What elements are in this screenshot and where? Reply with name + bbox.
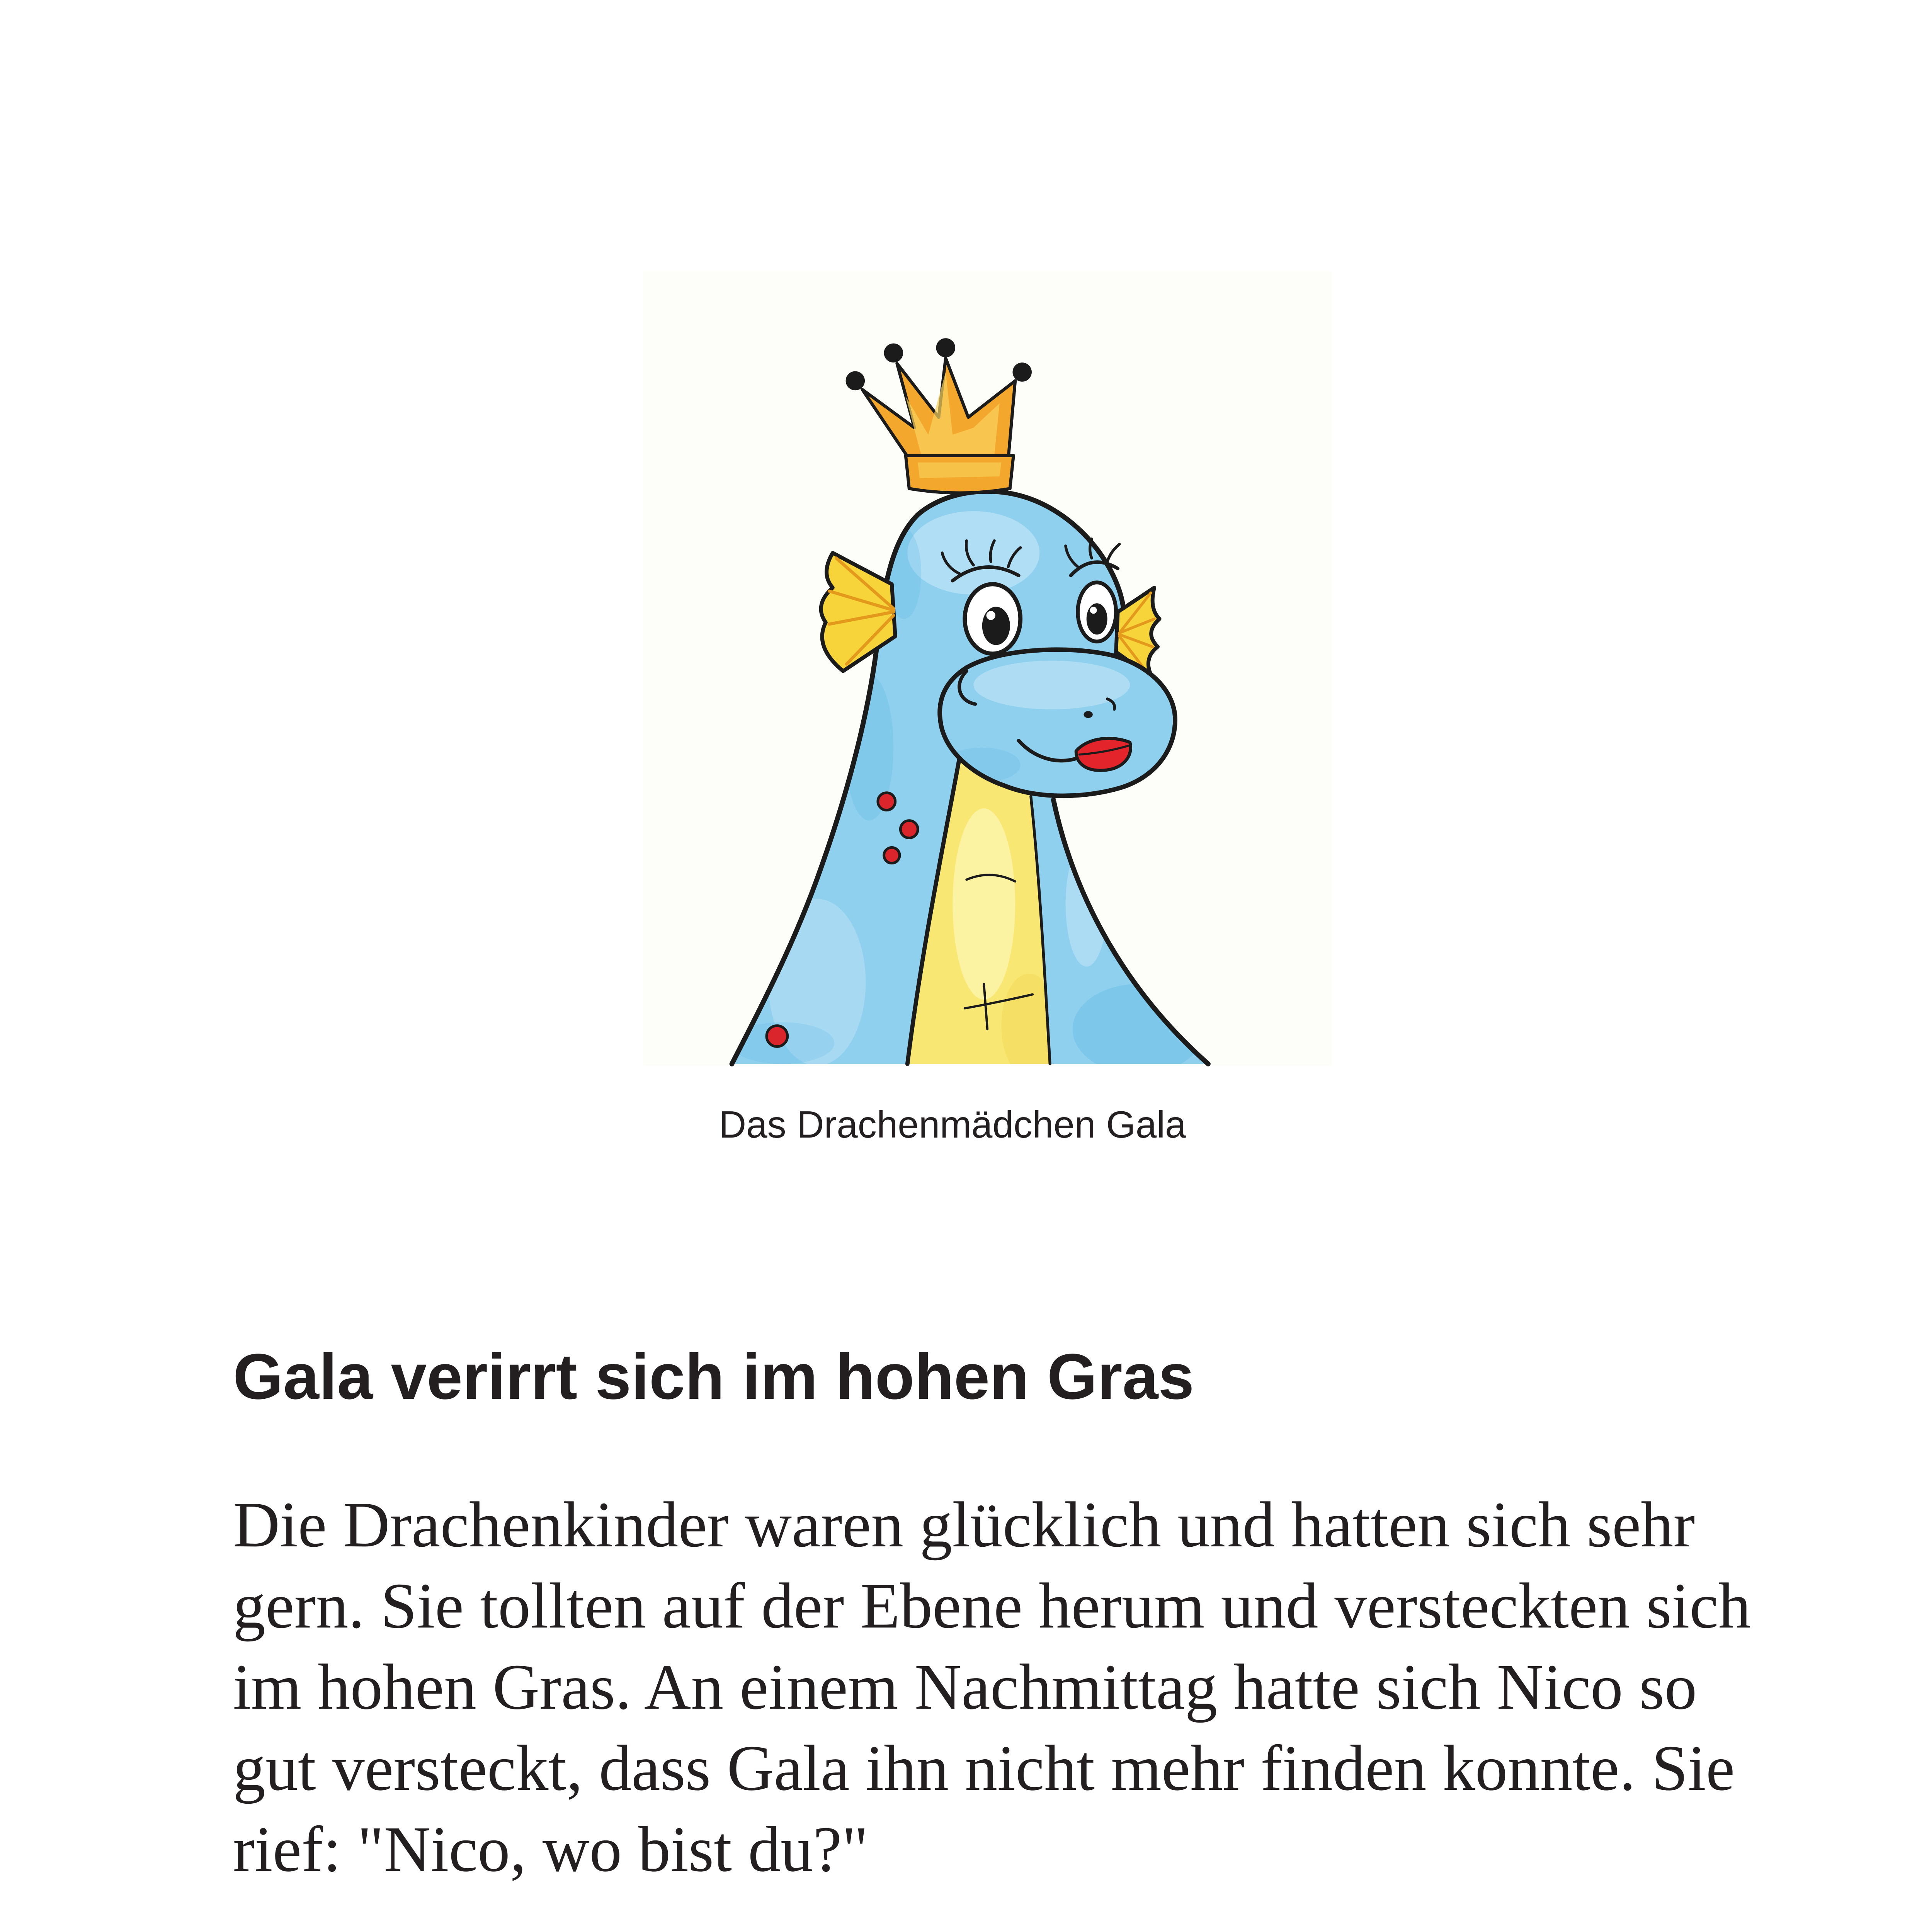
right-eye	[1078, 582, 1116, 641]
dragon-mouth	[1076, 738, 1131, 770]
illustration-caption: Das Drachenmädchen Gala	[719, 1103, 1186, 1146]
nostril	[1084, 711, 1092, 718]
dragon-illustration	[634, 261, 1339, 1069]
text-line: rief: "Nico, wo bist du?"	[233, 1813, 869, 1885]
pupil	[1087, 603, 1107, 634]
text-line: Die Drachenkinder waren glücklich und hatten sich sehr	[233, 1489, 1695, 1561]
red-spot	[900, 821, 918, 838]
crown-ball	[884, 344, 903, 362]
text-line: gut versteckt, dass Gala ihn nicht mehr finden konnte. Sie	[233, 1732, 1735, 1804]
text-line: im hohen Gras. An einem Nachmittag hatte sich Nico so	[233, 1651, 1697, 1723]
eye-highlight	[1090, 607, 1097, 614]
crown-ball	[1012, 362, 1031, 381]
paragraph	[233, 1484, 1837, 1890]
crown-ball	[936, 338, 955, 357]
pupil	[982, 607, 1010, 645]
left-eye	[965, 584, 1021, 654]
red-spot	[878, 793, 895, 810]
red-spot	[884, 847, 900, 863]
story-heading: Gala verirrt sich im hohen Gras	[233, 1341, 1194, 1413]
text-line: gern. Sie tollten auf der Ebene herum und versteckten sich	[233, 1570, 1751, 1642]
eye-highlight	[987, 611, 995, 620]
crown-ball	[846, 371, 865, 390]
story-body	[233, 1484, 1837, 1932]
red-spot	[767, 1026, 788, 1046]
